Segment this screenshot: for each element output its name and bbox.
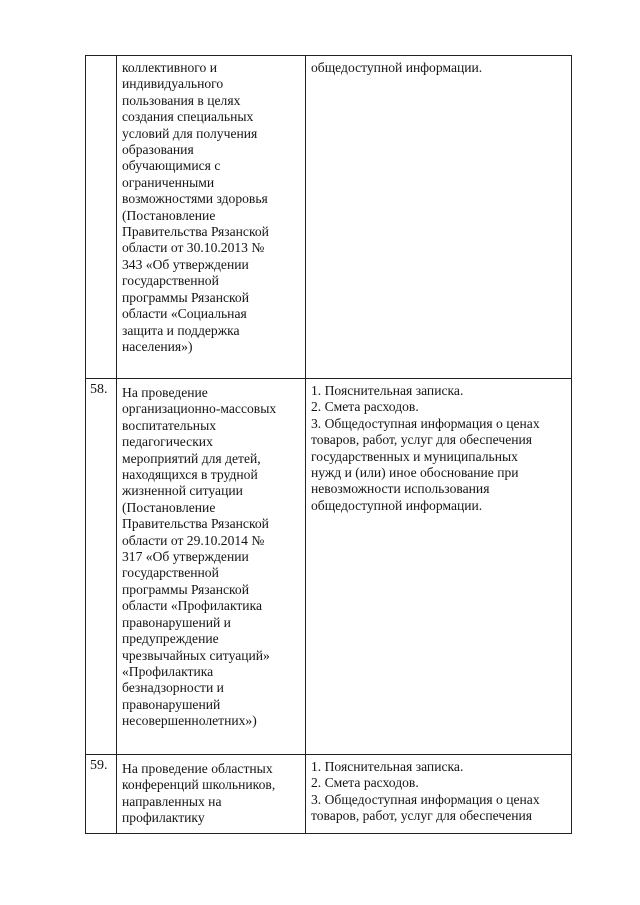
row-number: 58. [90, 382, 108, 397]
document-item: 1. Пояснительная записка. [311, 383, 464, 398]
row-documents-cell [306, 56, 572, 379]
subsidy-documents-table [85, 55, 572, 834]
documents-list [306, 755, 571, 831]
document-item: 1. Пояснительная записка. [311, 759, 464, 774]
row-documents-cell [306, 755, 572, 834]
document-item: 3. Общедоступная информация о ценах товаров, работ, услуг для обеспечения [311, 791, 540, 824]
row-number [86, 56, 116, 58]
document-item: 2. Смета расходов. [311, 775, 419, 791]
row-description-cell [117, 379, 306, 755]
document-item: 3. Общедоступная информация о ценах товаров, работ, услуг для обеспечения государственных и муниципальных нужд и (или) иное обоснование при невозможности использования общедоступной информации. [311, 415, 540, 513]
table-row [86, 755, 572, 834]
document-item: общедоступной информации. [311, 60, 483, 75]
row-number: 59. [90, 758, 108, 773]
row-description: коллективного и индивидуального пользования в целях создания специальных условий для получения образования обучающимися с ограниченными возможностями здоровья (Постановление Правительства Рязанской области от 30.10.2013 № 343 «Об утверждении государственной программы Рязанской области «Социальная защита и поддержка населения») [122, 60, 269, 354]
table-row [86, 56, 572, 379]
table-row [86, 379, 572, 755]
document-item: 2. Смета расходов. [311, 399, 419, 415]
row-number-cell [86, 379, 117, 755]
row-documents-cell [306, 379, 572, 755]
row-description-cell [117, 56, 306, 379]
row-number-cell [86, 755, 117, 834]
row-description: На проведение организационно-массовых воспитательных педагогических мероприятий для детей, находящихся в трудной жизненной ситуации (Постановление Правительства Рязанской области от 29.10.2014 № 317 «Об утверждении государственной программы Рязанской области «Профилактика правонарушений и предупреждение чрезвычайных ситуаций» «Профилактика безнадзорности и правонарушений несовершеннолетних») [122, 385, 277, 729]
documents-list [306, 379, 571, 520]
row-description: На проведение областных конференций школьников, направленных на профилактику [122, 761, 276, 826]
row-description-cell [117, 755, 306, 834]
row-number-cell [86, 56, 117, 379]
